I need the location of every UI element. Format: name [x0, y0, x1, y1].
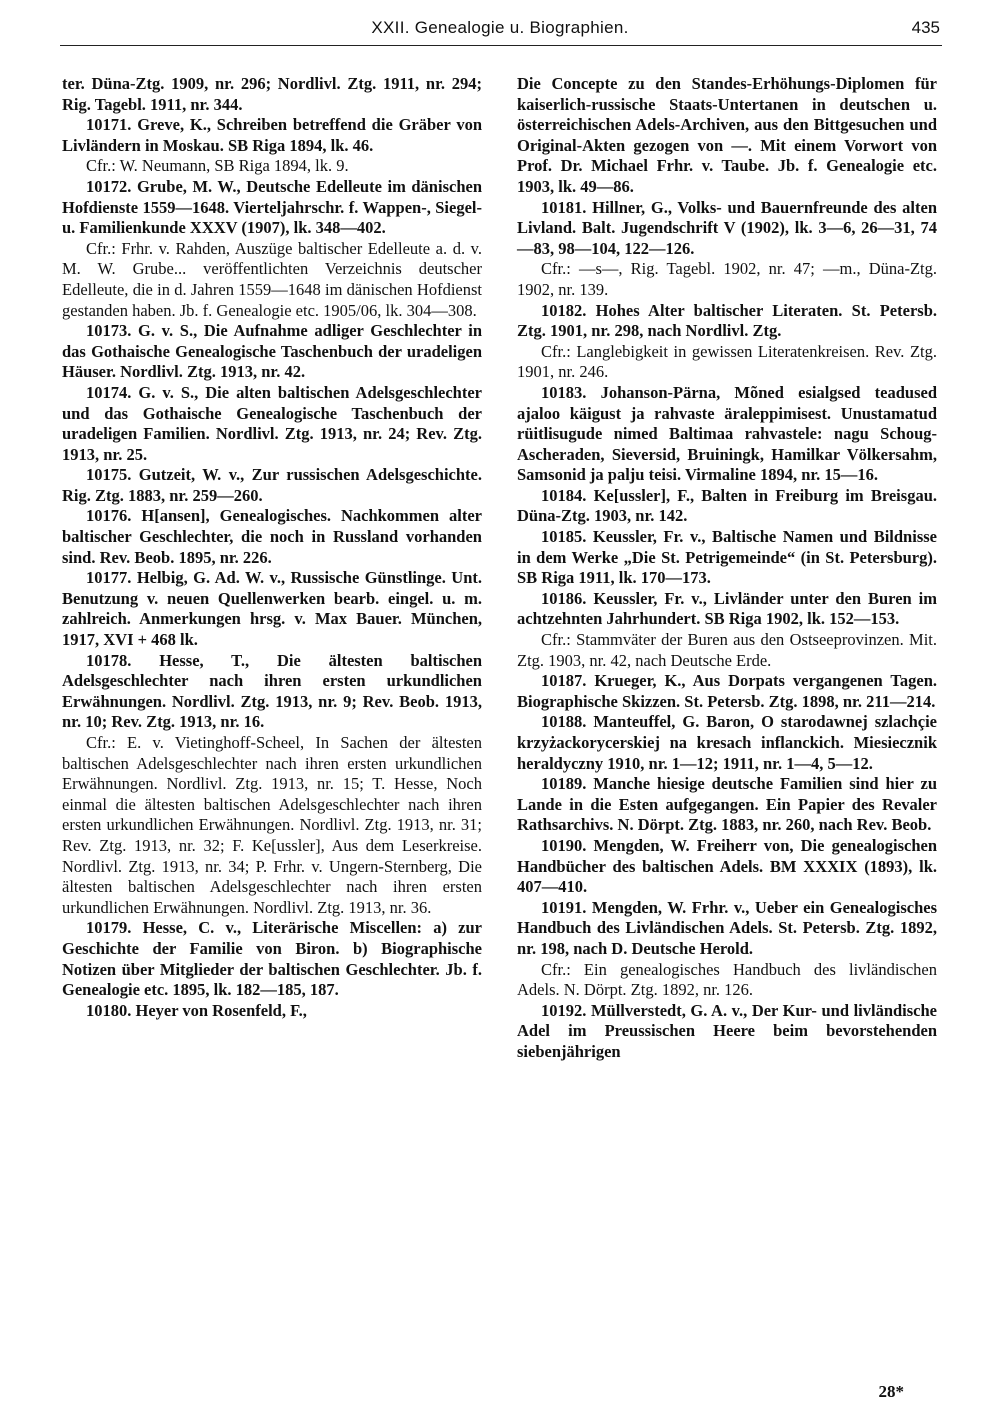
page-number: 435: [911, 18, 940, 37]
entry-number: 10174.: [86, 382, 139, 402]
entry-text: Heyer von Rosenfeld, F.,: [135, 1000, 307, 1020]
entry-text: G. v. S., Die alten baltischen Adelsgeschlechter und das Gothaische Genealogische Taschenbuch der uradeligen Familien. Nordlivl. Ztg. 1913, nr. 24; Rev. Ztg. 1913, nr. 25.: [62, 382, 482, 464]
bibliography-entry: [517, 301, 937, 342]
bibliography-entry: [62, 1001, 482, 1022]
cross-reference: Cfr.: E. v. Vietinghoff-Scheel, In Sachen der ältesten baltischen Adelsgeschlechter nach ihren ersten urkundlichen Erwähnungen. Nordlivl. Ztg. 1913, nr. 15; T. Hesse, Noch einmal die ältesten baltischen Adelsgeschlechter nach ihren ersten urkundlichen Erwähnungen. Nordlivl. Ztg. 1913, nr. 31; Rev. Ztg. 1913, nr. 32; F. Ke[ussler], Aus dem Leserkreise. Nordlivl. Ztg. 1913, nr. 34; P. Frhr. v. Ungern-Sternberg, Die ältesten baltischen Adelsgeschlechter nach ihren ersten urkundlichen Erwähnungen. Nordlivl. Ztg. 1913, nr. 36.: [62, 733, 482, 917]
entry-text: Die Concepte zu den Standes-Erhöhungs-Diplomen für kaiserlich-russische Staats-Untertanen in deutschen u. österreichischen Adels-Archiven, aus den Bittgesuchen und Original-Akten gezogen von —. Mit einem Vorwort von Prof. Dr. Michael Frhr. v. Taube. Jb. f. Genealogie etc. 1903, lk. 49—86.: [517, 74, 937, 196]
entry-number: 10185.: [541, 527, 593, 547]
entry-number: 10180.: [86, 1000, 136, 1020]
entry-text: Ke[ussler], F., Balten in Freiburg im Breisgau. Düna-Ztg. 1903, nr. 142.: [517, 485, 937, 526]
entry-number: 10184.: [541, 485, 594, 505]
entry-number: 10188.: [541, 712, 594, 732]
header-rule: [60, 45, 942, 46]
running-header: [60, 18, 940, 44]
bibliography-entry: [62, 321, 482, 383]
signature-mark: 28*: [878, 1382, 904, 1401]
bibliography-entry: [517, 712, 937, 774]
cross-reference: Cfr.: Langlebigkeit in gewissen Literatenkreisen. Rev. Ztg. 1901, nr. 246.: [517, 341, 937, 382]
entry-text: Hesse, T., Die ältesten baltischen Adelsgeschlechter nach ihren ersten urkundlichen Erwähnungen. Nordlivl. Ztg. 1913, nr. 9; Rev. Beob. 1913, nr. 10; Rev. Ztg. 1913, nr. 16.: [62, 650, 482, 732]
bibliography-entry: [62, 115, 482, 156]
bibliography-entry: [517, 74, 937, 198]
right-column: [517, 74, 937, 1063]
entry-number: 10187.: [541, 671, 595, 691]
entry-number: 10171.: [86, 115, 138, 135]
cross-reference: Cfr.: W. Neumann, SB Riga 1894, lk. 9.: [86, 156, 349, 176]
bibliography-entry: [517, 486, 937, 527]
entry-text: Greve, K., Schreiben betreffend die Gräber von Livländern in Moskau. SB Riga 1894, lk. 46.: [62, 115, 482, 155]
entry-text: Mengden, W. Freiherr von, Die genealogischen Handbücher des baltischen Adels. BM XXXIX (1893), lk. 407—410.: [517, 835, 938, 897]
cross-reference: Cfr.: Stammväter der Buren aus den Ostseeprovinzen. Mit. Ztg. 1903, nr. 42, nach Deutsche Erde.: [517, 630, 937, 670]
cross-reference: Cfr.: —s—, Rig. Tagebl. 1902, nr. 47; —m., Düna-Ztg. 1902, nr. 139.: [517, 259, 937, 299]
bibliography-entry: [517, 774, 937, 836]
bibliography-entry: [517, 589, 937, 630]
cross-reference: Cfr.: Ein genealogisches Handbuch des livländischen Adels. N. Dörpt. Ztg. 1892, nr. 126.: [517, 959, 937, 1000]
entry-text: G. v. S., Die Aufnahme adliger Geschlechter in das Gothaische Genealogische Taschenbuch der uradeligen Häuser. Nordlivl. Ztg. 1913, nr. 42.: [62, 321, 483, 382]
bibliography-entry: [62, 177, 482, 239]
entry-number: 10186.: [541, 588, 594, 608]
bibliography-entry: [62, 568, 482, 650]
entry-text: Mengden, W. Frhr. v., Ueber ein Genealogisches Handbuch des Livländischen Adels. St. Petersb. Ztg. 1892, nr. 198, nach D. Deutsche Herold.: [517, 897, 937, 958]
entry-number: 10192.: [541, 1000, 591, 1020]
entry-text: Grube, M. W., Deutsche Edelleute im dänischen Hofdienste 1559—1648. Vierteljahrschr. f. Wappen-, Siegel- u. Familienkunde XXXV (1907), lk. 348—402.: [62, 176, 482, 238]
bibliography-entry: [62, 74, 482, 115]
entry-text: Gutzeit, W. v., Zur russischen Adelsgeschichte. Rig. Ztg. 1883, nr. 259—260.: [62, 465, 482, 505]
entry-text: Krueger, K., Aus Dorpats vergangenen Tagen. Biographische Skizzen. St. Petersb. Ztg. 1898, nr. 211—214.: [517, 671, 937, 711]
entry-text: Müllverstedt, G. A. v., Der Kur- und livländische Adel im Preussischen Heere beim bevorstehenden siebenjährigen: [517, 1000, 938, 1061]
entry-number: 10172.: [86, 176, 137, 196]
bibliography-entry: [517, 198, 937, 260]
entry-text: Hillner, G., Volks- und Bauernfreunde des alten Livland. Balt. Jugendschrift V (1902), lk. 3—6, 26—31, 74—83, 98—104, 122—126.: [517, 197, 937, 258]
bibliography-entry: [517, 527, 937, 589]
entry-number: 10181.: [541, 197, 593, 217]
entry-text: Hesse, C. v., Literärische Miscellen: a) zur Geschichte der Familie von Biron. b) Biographische Notizen über Mitglieder der baltischen Geschlechter. Jb. f. Genealogie etc. 1895, lk. 182—185, 187.: [62, 918, 483, 1000]
entry-number: 10179.: [86, 918, 143, 938]
entry-text: Keussler, Fr. v., Baltische Namen und Bildnisse in dem Werke „Die St. Petrigemeinde“ (in St. Petersburg). SB Riga 1911, lk. 170—173.: [517, 527, 937, 588]
bibliography-entry: [517, 671, 937, 712]
bibliography-entry: [62, 506, 482, 568]
entry-number: 10191.: [541, 897, 592, 917]
entry-number: 10190.: [541, 835, 594, 855]
entry-number: 10175.: [86, 465, 139, 485]
entry-text: Hohes Alter baltischer Literaten. St. Petersb. Ztg. 1901, nr. 298, nach Nordlivl. Ztg.: [517, 300, 937, 341]
entry-text: H[ansen], Genealogisches. Nachkommen alter baltischer Geschlechter, die noch in Russland vorhanden sind. Rev. Beob. 1895, nr. 226.: [62, 506, 482, 567]
entry-text: ter. Düna-Ztg. 1909, nr. 296; Nordlivl. Ztg. 1911, nr. 294; Rig. Tagebl. 1911, nr. 344.: [62, 74, 482, 114]
entry-text: Keussler, Fr. v., Livländer unter den Buren im achtzehnten Jahrhundert. SB Riga 1902, lk. 152—153.: [517, 588, 938, 629]
bibliography-entry: [517, 836, 937, 898]
section-title: XXII. Genealogie u. Biographien.: [371, 18, 629, 37]
bibliography-entry: [62, 383, 482, 465]
entry-number: 10189.: [541, 774, 594, 794]
bibliography-entry: [62, 651, 482, 733]
bibliography-entry: [62, 918, 482, 1000]
bibliography-entry: [62, 465, 482, 506]
bibliography-entry: [517, 383, 937, 486]
entry-number: 10178.: [86, 650, 160, 670]
entry-text: Manche hiesige deutsche Familien sind hier zu Lande in die Esten aufgegangen. Ein Papier des Revaler Rathsarchivs. N. Dörpt. Ztg. 1883, nr. 260, nach Rev. Beob.: [517, 774, 937, 835]
entry-number: 10176.: [86, 506, 142, 526]
entry-text: Johanson-Pärna, Mõned esialgsed teadused ajaloo käigust ja rahvaste äraleppimisest. Unustamatud rüitlisugude nimed Baltimaa rahvastele: nagu Schoug-Ascheraden, Sieversid, Bruiningk, Hamilkar Völkersahm, Samsonid ja palju teisi. Virmaline 1894, nr. 15—16.: [517, 382, 938, 485]
entry-text: Helbig, G. Ad. W. v., Russische Günstlinge. Unt. Benutzung v. neuen Quellenwerken bearb. eingel. u. m. zahlreich. Anmerkungen hrsg. v. Max Bauer. München, 1917, XVI + 468 lk.: [62, 568, 483, 650]
entry-number: 10182.: [541, 300, 596, 320]
bibliography-entry: [517, 1001, 937, 1063]
cross-reference: Cfr.: Frhr. v. Rahden, Auszüge baltischer Edelleute a. d. v. M. W. Grube... veröffentlichten Verzeichnis deutscher Edelleute, die in d. Jahren 1559—1648 im dänischen Hofdienst gestanden haben. Jb. f. Genealogie etc. 1905/06, lk. 304—308.: [62, 238, 482, 320]
entry-text: Manteuffel, G. Baron, O starodawnej szlachçie krzyżackorycerskiej na kresach inflanckich. Miesiecznik heraldyczny 1910, nr. 1—12; 1911, nr. 1—4, 5—12.: [517, 712, 937, 773]
left-column: [62, 74, 482, 1021]
entry-number: 10183.: [541, 382, 601, 402]
entry-number: 10173.: [86, 321, 139, 341]
entry-number: 10177.: [86, 568, 137, 588]
bibliography-entry: [517, 898, 937, 960]
